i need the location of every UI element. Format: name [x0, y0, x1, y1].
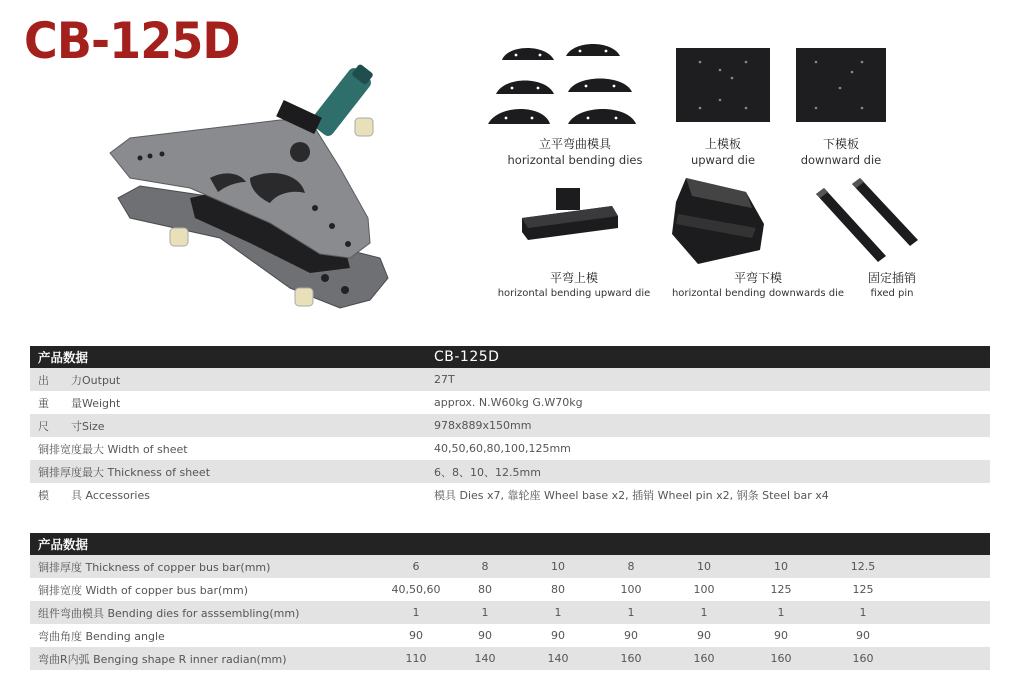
table-cell: 90	[624, 629, 638, 642]
part-name-en: horizontal bending dies	[507, 153, 643, 167]
part-name-en: fixed pin	[870, 288, 914, 299]
table-cell: 90	[478, 629, 492, 642]
part-name-cn: 上模板	[704, 137, 741, 151]
part-name-en: horizontal bending downwards die	[671, 288, 845, 299]
table-row	[30, 555, 990, 578]
table-cell: 10	[513, 555, 603, 578]
spec-value: 6、8、10、12.5mm	[426, 460, 990, 483]
part-name-en: upward die	[690, 153, 756, 167]
row-label: 组件弯曲模具 Bending dies for asssembling(mm)	[30, 601, 375, 624]
row-label: 弯曲R内弧 Benging shape R inner radian(mm)	[30, 647, 375, 670]
part-caption-upward-die	[660, 136, 786, 168]
part-name-en: downward die	[800, 153, 882, 167]
table-row	[30, 624, 990, 647]
spec-value: approx. N.W60kg G.W70kg	[434, 396, 583, 409]
part-caption-horizontal-bending-downwards-die	[664, 270, 852, 302]
part-caption-horizontal-bending-upward-die	[488, 270, 660, 302]
table-cell: 100	[693, 583, 715, 596]
table-cell: 8	[603, 555, 659, 578]
part-name-cn: 平弯下模	[733, 271, 782, 285]
part-name-cn: 下模板	[822, 137, 859, 151]
table-row	[30, 483, 990, 506]
table-cell: 90	[697, 629, 711, 642]
table-cell: 110	[375, 647, 457, 670]
spec-header-label: 产品数据	[30, 346, 426, 368]
table-cell: 160	[749, 647, 813, 670]
table-row	[30, 437, 990, 460]
table-cell: 125	[852, 583, 874, 596]
spec-label: 尺 寸Size	[30, 414, 426, 437]
table-cell: 1	[375, 601, 457, 624]
table-cell: 1	[659, 601, 749, 624]
part-caption-fixed-pin	[838, 270, 946, 302]
horizontal-bending-downwards-die-image	[672, 178, 764, 264]
table-cell: 140	[457, 647, 513, 670]
table-cell: 140	[513, 647, 603, 670]
spec-value: 40,50,60,80,100,125mm	[434, 442, 571, 455]
fixed-pin-image	[812, 178, 922, 262]
spec-label: 出 力Output	[30, 368, 426, 391]
table-cell: 1	[457, 601, 513, 624]
table-cell: 90	[856, 629, 870, 642]
horizontal-bending-upward-die-image	[522, 188, 618, 250]
table-cell: 1	[813, 601, 913, 624]
model-title: CB-125D	[24, 12, 240, 70]
table-cell: 1	[749, 601, 813, 624]
spec-value: 978x889x150mm	[426, 414, 990, 437]
spec-value: 模具 Dies x7, 靠轮座 Wheel base x2, 插销 Wheel pin x2, 钢条 Steel bar x4	[434, 488, 829, 502]
table-cell: 125	[770, 583, 792, 596]
table-cell: 90	[774, 629, 788, 642]
row-label: 铜排宽度 Width of copper bus bar(mm)	[38, 583, 249, 597]
table-row	[30, 601, 990, 624]
table-row	[30, 414, 990, 437]
spec-label: 铜排宽度最大 Width of sheet	[38, 442, 188, 456]
spec-table	[30, 346, 990, 506]
table-cell: 12.5	[813, 555, 913, 578]
part-name-cn: 平弯上模	[549, 271, 598, 285]
bender-machine-image	[100, 58, 400, 318]
table-cell: 1	[513, 601, 603, 624]
table-cell: 160	[659, 647, 749, 670]
spec-label: 重 量Weight	[38, 396, 121, 410]
table-cell: 10	[749, 555, 813, 578]
part-name-cn: 固定插销	[867, 271, 916, 285]
spec-table-header	[30, 346, 990, 368]
table-cell: 80	[551, 583, 565, 596]
table-row	[30, 391, 990, 414]
bending-header-label: 产品数据	[30, 533, 990, 555]
part-name-en: horizontal bending upward die	[497, 288, 651, 299]
row-label: 弯曲角度 Bending angle	[38, 629, 165, 643]
table-cell: 100	[620, 583, 642, 596]
table-cell: 80	[478, 583, 492, 596]
table-cell: 160	[603, 647, 659, 670]
part-name-cn: 立平弯曲模具	[538, 137, 611, 151]
table-row	[30, 368, 990, 391]
bending-table-header	[30, 533, 990, 555]
table-cell: 8	[457, 555, 513, 578]
table-cell: 1	[603, 601, 659, 624]
upward-die-image	[676, 48, 770, 122]
table-cell: 90	[551, 629, 565, 642]
row-label: 铜排厚度 Thickness of copper bus bar(mm)	[30, 555, 375, 578]
spec-value: 27T	[426, 368, 990, 391]
downward-die-image	[796, 48, 886, 122]
bending-table	[30, 533, 990, 670]
part-caption-horizontal-bending-dies	[490, 136, 660, 168]
table-cell: 6	[375, 555, 457, 578]
table-row	[30, 460, 990, 483]
table-row	[30, 647, 990, 670]
part-caption-downward-die	[778, 136, 904, 168]
table-cell: 160	[813, 647, 913, 670]
horizontal-bending-dies-image	[488, 38, 644, 130]
spec-header-model: CB-125D	[426, 346, 990, 368]
table-cell: 90	[409, 629, 423, 642]
table-cell: 40,50,60	[391, 583, 441, 596]
table-row	[30, 578, 990, 601]
table-cell: 10	[659, 555, 749, 578]
spec-label: 铜排厚度最大 Thickness of sheet	[30, 460, 426, 483]
spec-label: 模 具 Accessories	[38, 488, 150, 502]
